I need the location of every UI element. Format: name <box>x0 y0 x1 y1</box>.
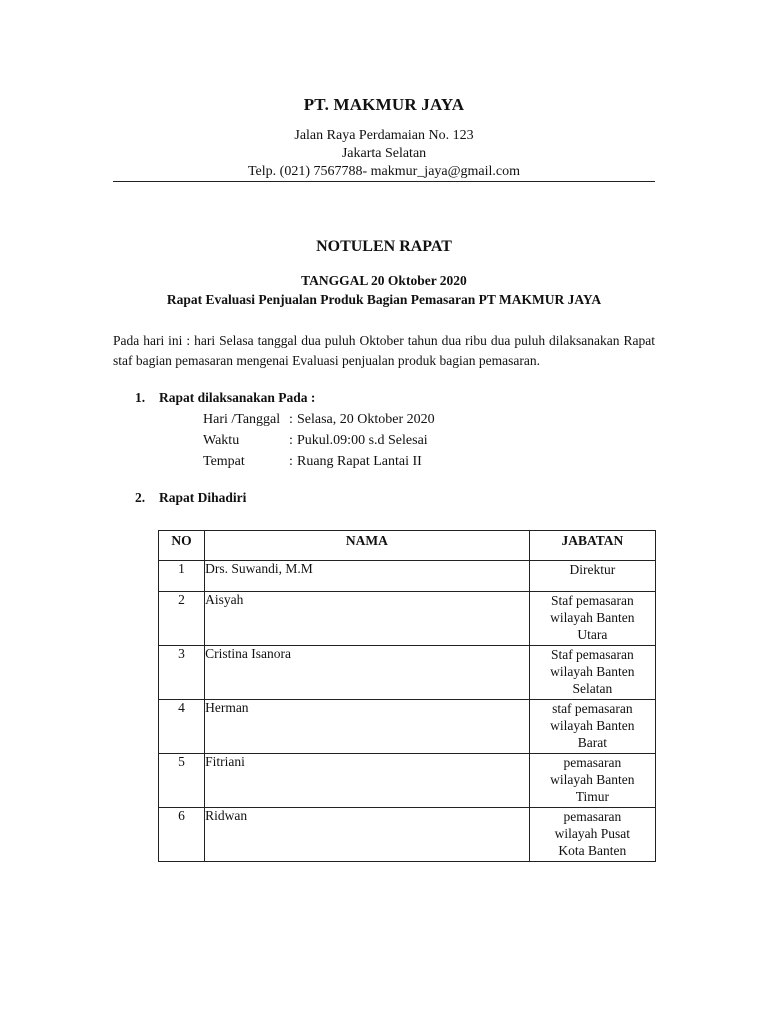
intro-paragraph: Pada hari ini : hari Selasa tanggal dua puluh Oktober tahun dua ribu dua puluh dilaksanakan Rapat staf bagian pemasaran mengenai Evaluasi penjualan produk bagian pemasaran. <box>113 333 655 368</box>
jabatan-line: Barat <box>577 735 607 750</box>
jabatan-line: Utara <box>577 627 608 642</box>
cell-jabatan <box>529 561 655 592</box>
company-address: Jalan Raya Perdamaian No. 123 <box>294 128 474 143</box>
jabatan-line: Direktur <box>569 562 616 577</box>
section-attendees-heading <box>135 490 246 506</box>
section-schedule-heading <box>135 390 315 406</box>
cell-nama: Drs. Suwandi, M.M <box>205 561 530 592</box>
cell-nama: Herman <box>205 700 530 754</box>
jabatan-line: wilayah Pusat <box>554 826 631 841</box>
detail-value: Pukul.09:00 s.d Selesai <box>297 433 428 448</box>
table-row <box>159 646 656 700</box>
cell-jabatan <box>529 592 655 646</box>
cell-no: 1 <box>159 561 205 592</box>
jabatan-line: pemasaran <box>563 755 622 770</box>
meeting-subject: Rapat Evaluasi Penjualan Produk Bagian Pemasaran PT MAKMUR JAYA <box>166 292 602 307</box>
section-title: Rapat dilaksanakan Pada : <box>159 390 316 405</box>
cell-nama: Aisyah <box>205 592 530 646</box>
header-jabatan: JABATAN <box>529 531 655 561</box>
cell-jabatan <box>529 646 655 700</box>
jabatan-line: Staf pemasaran <box>550 593 634 608</box>
detail-value: Ruang Rapat Lantai II <box>297 454 422 469</box>
cell-no: 2 <box>159 592 205 646</box>
jabatan-line: wilayah Banten <box>550 610 635 625</box>
jabatan-line: pemasaran <box>563 809 622 824</box>
section-number: 2. <box>135 490 146 505</box>
cell-jabatan <box>529 808 655 862</box>
detail-separator: : <box>289 412 293 427</box>
detail-row-time <box>203 431 428 451</box>
jabatan-line: wilayah Banten <box>550 718 635 733</box>
jabatan-line: wilayah Banten <box>550 772 635 787</box>
company-contact: Telp. (021) 7567788- makmur_jaya@gmail.com <box>247 164 520 179</box>
cell-no: 4 <box>159 700 205 754</box>
cell-jabatan <box>529 754 655 808</box>
section-title: Rapat Dihadiri <box>159 490 247 505</box>
attendance-table <box>158 530 656 862</box>
jabatan-line: Kota Banten <box>558 843 627 858</box>
detail-row-date <box>203 410 435 430</box>
table-row <box>159 561 656 592</box>
letterhead-divider <box>113 181 655 182</box>
detail-label: Hari /Tanggal <box>203 412 281 427</box>
jabatan-line: Selatan <box>572 681 613 696</box>
cell-nama: Ridwan <box>205 808 530 862</box>
jabatan-line: wilayah Banten <box>550 664 635 679</box>
cell-no: 3 <box>159 646 205 700</box>
table-row <box>159 700 656 754</box>
jabatan-line: Staf pemasaran <box>550 647 634 662</box>
jabatan-line: Timur <box>575 789 609 804</box>
cell-jabatan <box>529 700 655 754</box>
cell-nama: Fitriani <box>205 754 530 808</box>
document-title: NOTULEN RAPAT <box>316 238 452 255</box>
detail-value: Selasa, 20 Oktober 2020 <box>297 412 435 427</box>
detail-separator: : <box>289 433 293 448</box>
table-row <box>159 754 656 808</box>
header-nama: NAMA <box>205 531 530 561</box>
detail-separator: : <box>289 454 293 469</box>
cell-no: 6 <box>159 808 205 862</box>
company-city: Jakarta Selatan <box>341 146 427 161</box>
company-name: PT. MAKMUR JAYA <box>303 95 465 114</box>
header-no: NO <box>159 531 205 561</box>
meeting-date: TANGGAL 20 Oktober 2020 <box>301 273 467 288</box>
detail-label: Waktu <box>203 433 240 448</box>
detail-label: Tempat <box>203 454 245 469</box>
cell-nama: Cristina Isanora <box>205 646 530 700</box>
section-number: 1. <box>135 390 146 405</box>
jabatan-line: staf pemasaran <box>552 701 633 716</box>
detail-row-place <box>203 452 422 472</box>
cell-no: 5 <box>159 754 205 808</box>
table-header-row <box>159 531 656 561</box>
table-row <box>159 592 656 646</box>
table-row <box>159 808 656 862</box>
